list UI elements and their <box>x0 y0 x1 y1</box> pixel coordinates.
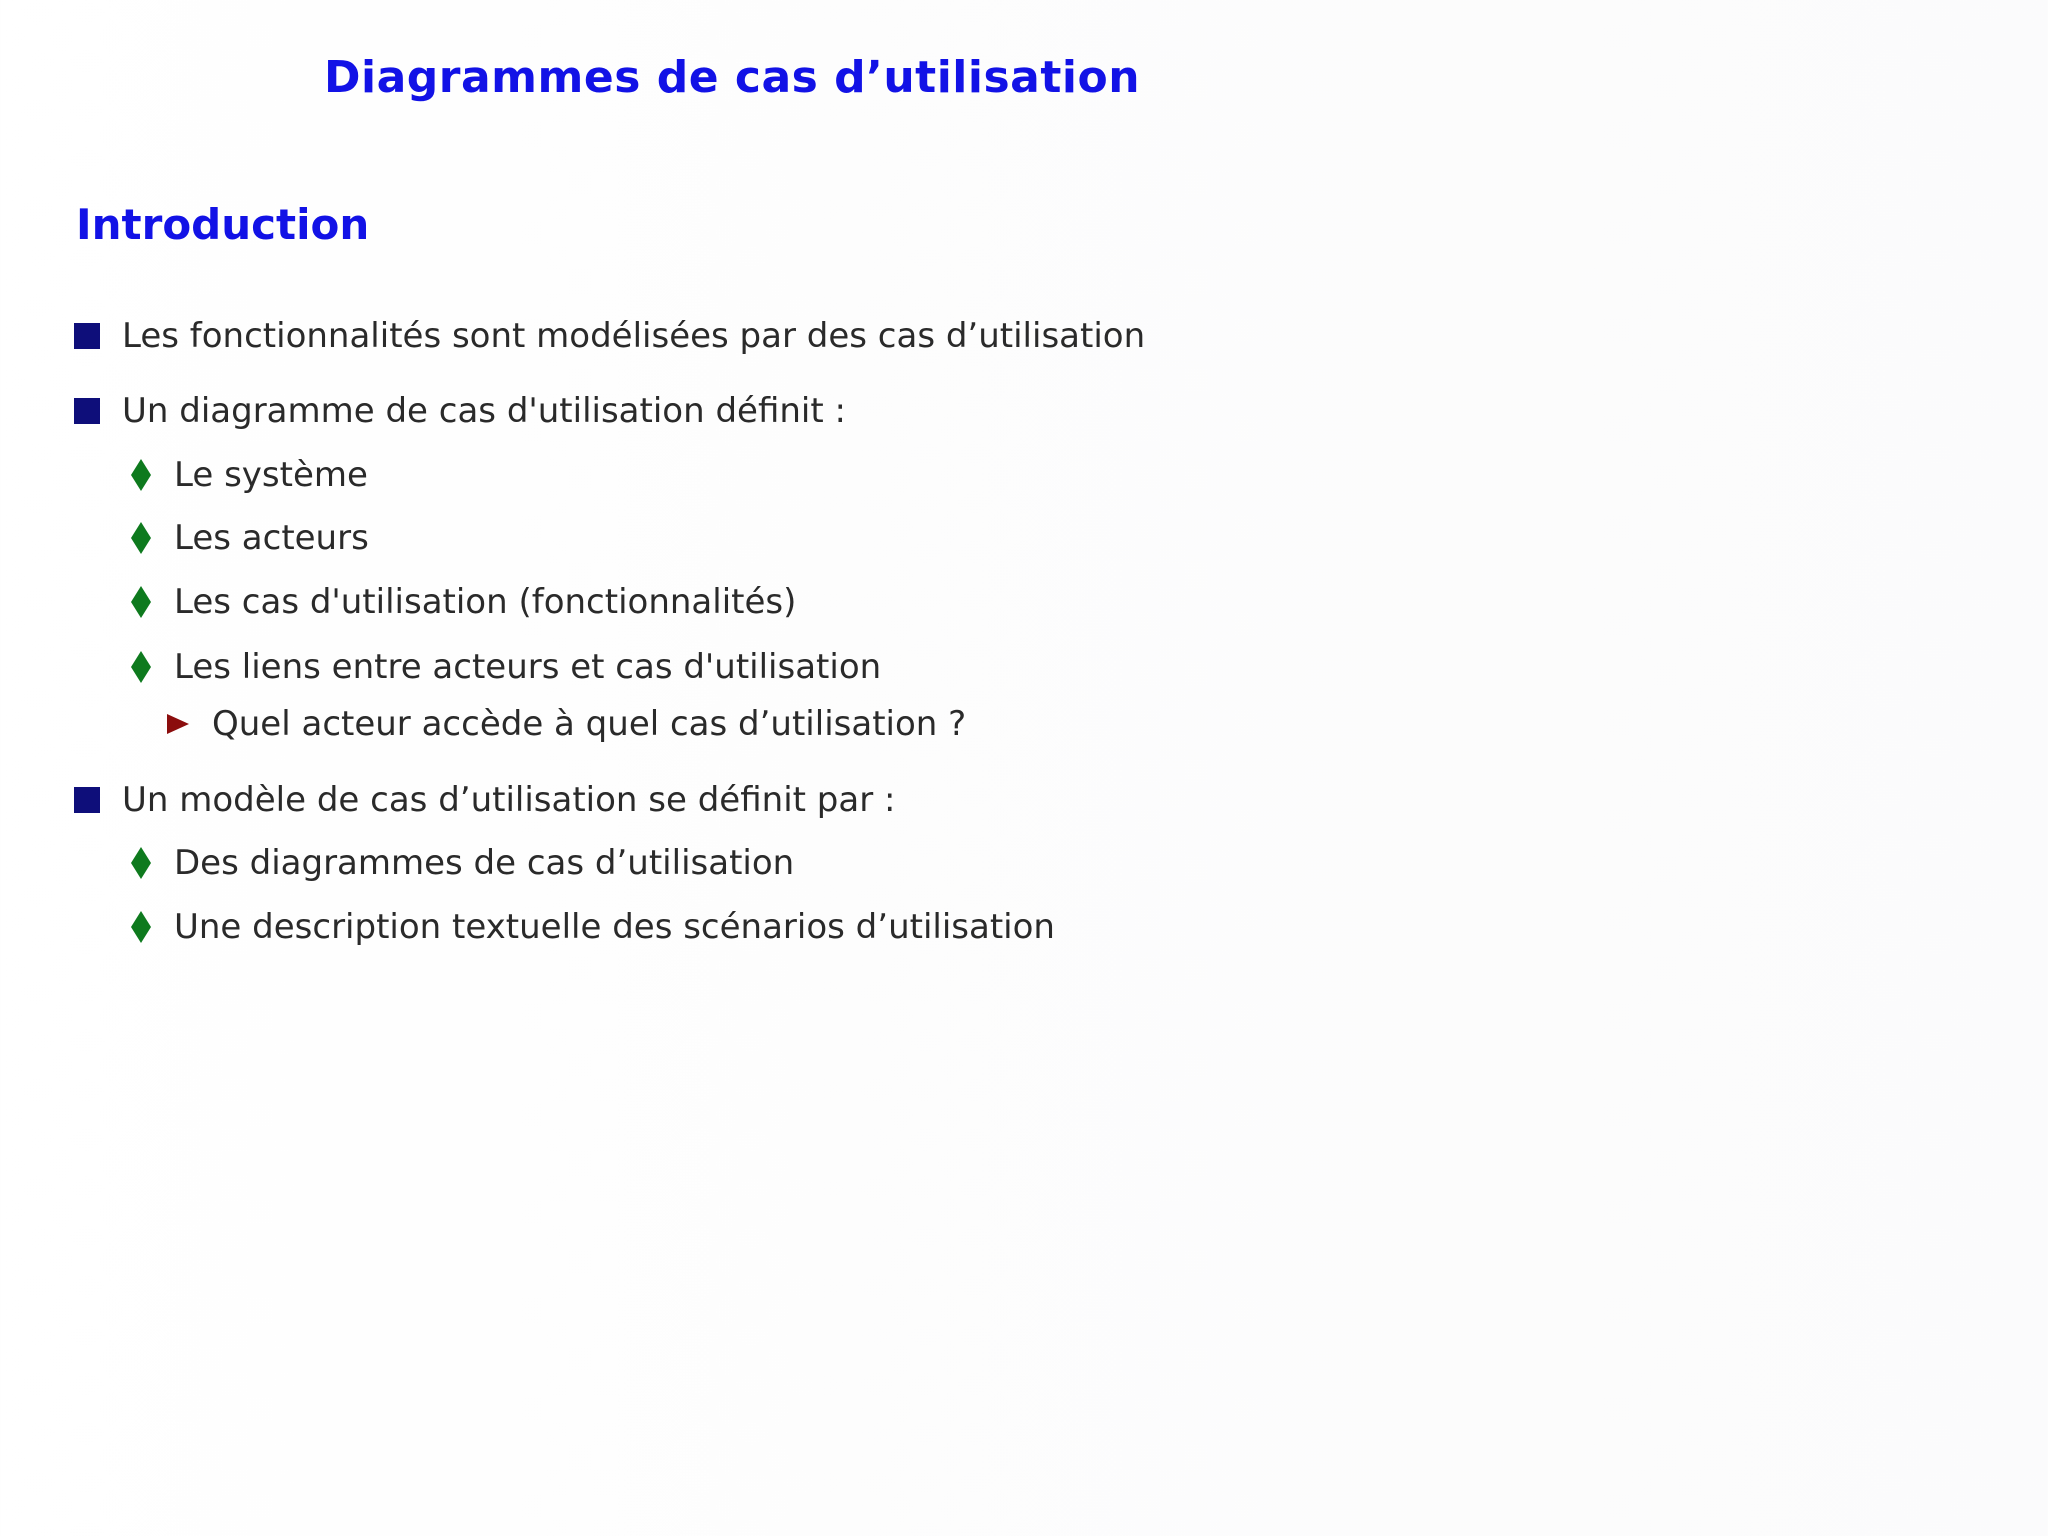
square-bullet-icon <box>74 398 100 424</box>
list-item-text: Un diagramme de cas d'utilisation définit : <box>122 391 846 431</box>
list-item-text: Les cas d'utilisation (fonctionnalités) <box>174 582 797 622</box>
list-item <box>74 391 846 431</box>
triangle-bullet-icon <box>166 712 190 736</box>
list-item <box>166 704 966 744</box>
list-item-text: Des diagrammes de cas d’utilisation <box>174 843 795 883</box>
diamond-bullet-icon <box>130 585 152 619</box>
list-item-text: Les acteurs <box>174 518 369 558</box>
diamond-bullet-icon <box>130 458 152 492</box>
diamond-bullet-icon <box>130 846 152 880</box>
square-bullet-icon <box>74 787 100 813</box>
diamond-bullet-icon <box>130 521 152 555</box>
slide-title: Diagrammes de cas d’utilisation <box>323 52 1141 103</box>
list-item-text: Les liens entre acteurs et cas d'utilisation <box>174 647 882 687</box>
list-item <box>130 455 368 495</box>
list-item <box>130 582 796 622</box>
list-item <box>130 907 1055 947</box>
diamond-bullet-icon <box>130 650 152 684</box>
diamond-bullet-icon <box>130 910 152 944</box>
list-item <box>130 518 369 558</box>
list-item <box>74 780 895 820</box>
list-item <box>74 316 1145 356</box>
list-item-text: Les fonctionnalités sont modélisées par des cas d’utilisation <box>122 316 1146 356</box>
list-item-text: Un modèle de cas d’utilisation se définit par : <box>122 780 896 820</box>
list-item-text: Une description textuelle des scénarios d’utilisation <box>174 907 1055 947</box>
list-item-text: Quel acteur accède à quel cas d’utilisation ? <box>212 704 967 744</box>
list-item <box>130 843 794 883</box>
list-item-text: Le système <box>174 455 368 495</box>
list-item <box>130 647 881 687</box>
section-heading: Introduction <box>76 200 370 249</box>
square-bullet-icon <box>74 323 100 349</box>
